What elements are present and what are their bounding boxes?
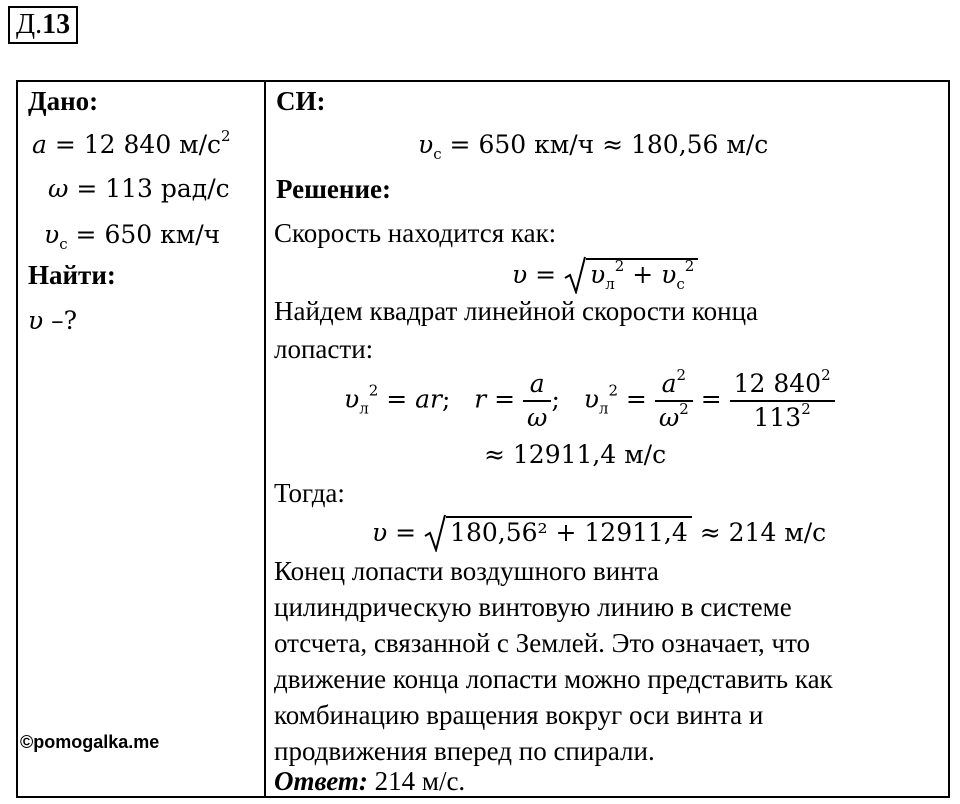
paragraph-line-5: комбинацию вращения вокруг оси винта и — [274, 700, 764, 730]
si-conversion: $\upsilon_с = 650$ км/ч ≈ 180,56 м/с — [418, 130, 769, 163]
solution-line-1: Скорость находится как: — [274, 218, 557, 248]
si-conversion-value: 650 км/ч ≈ 180,56 м/с — [478, 130, 769, 159]
paragraph-line-6: продвижения вперед по спирали. — [274, 736, 655, 766]
answer-line — [274, 766, 465, 797]
paragraph-line-4: движение конца лопасти можно представить как — [274, 664, 833, 694]
final-speed-result: ≈ 214 м/с — [699, 518, 827, 547]
column-divider — [264, 82, 266, 796]
fraction-numeric-denominator: 113 — [753, 403, 802, 432]
given-angular-velocity-value: 113 рад/с — [105, 174, 230, 203]
formula-linear-speed-squared: $\upsilon_л^2$ = ar; r = $\frac{a}{\omega}$ ; $\upsilon_л^2$ = $\frac{a^2}{\omega^2}$ = $\frac{12 840^2}{113^2}$ — [344, 368, 835, 434]
find-title: Найти: — [28, 260, 116, 290]
formula-speed-sqrt: υ = $\upsilon_л^2 + \upsilon_с^2$ — [512, 258, 698, 289]
then-label: Тогда: — [274, 478, 345, 508]
fraction-a2-over-omega2: $\frac{a^2}{\omega^2}$ — [655, 368, 693, 434]
sqrt-sign: $\upsilon_л^2 + \upsilon_с^2$ — [564, 258, 698, 289]
given-plane-velocity: $\upsilon_с = 650$ км/ч — [44, 220, 221, 253]
task-prefix: Д. — [16, 9, 43, 40]
fraction-denominator-omega: ω — [527, 403, 548, 432]
formula-final-speed: υ = 180,56² + 12911,4 ≈ 214 м/с — [372, 516, 826, 547]
task-number: 13 — [42, 9, 71, 40]
sqrt-sign-final — [424, 516, 692, 547]
fraction-numeric: $\frac{12 840^2}{113^2}$ — [730, 368, 835, 434]
solution-table — [16, 80, 950, 798]
find-expression: υ –? — [28, 306, 78, 335]
solution-line-2: Найдем квадрат линейной скорости конца — [274, 296, 759, 326]
answer-label: Ответ: — [274, 766, 368, 796]
paragraph-line-3: отсчета, связанной с Землей. Это означает, что — [274, 628, 811, 658]
find-expression-text: –? — [51, 306, 78, 335]
paragraph-line-1: Конец лопасти воздушного винта — [274, 556, 659, 586]
given-acceleration-value: 12 840 м/с — [83, 130, 222, 159]
given-plane-velocity-value: 650 км/ч — [104, 220, 221, 249]
fraction-numerator-a: a — [523, 368, 551, 402]
sqrt-radicand: 180,56² + 12911,4 — [446, 516, 692, 547]
given-acceleration: a = 12 840 $м/с^2$ — [32, 127, 231, 159]
copyright-watermark: ©pomogalka.me — [20, 732, 160, 752]
solution-title: Решение: — [276, 174, 391, 204]
fraction-a-over-omega — [523, 368, 551, 434]
answer-value: 214 м/с. — [374, 766, 466, 796]
approx-linear-speed-squared: ≈ 12911,4 м/с — [484, 440, 667, 469]
solution-line-3: лопасти: — [274, 334, 374, 364]
fraction-numeric-numerator: 12 840 — [733, 369, 822, 398]
given-angular-velocity: ω = 113 рад/с — [48, 174, 230, 203]
paragraph-line-2: цилиндрическую винтовую линию в системе — [274, 592, 792, 622]
given-title: Дано: — [28, 86, 99, 116]
task-number-badge — [8, 6, 78, 44]
si-title: СИ: — [276, 86, 326, 116]
